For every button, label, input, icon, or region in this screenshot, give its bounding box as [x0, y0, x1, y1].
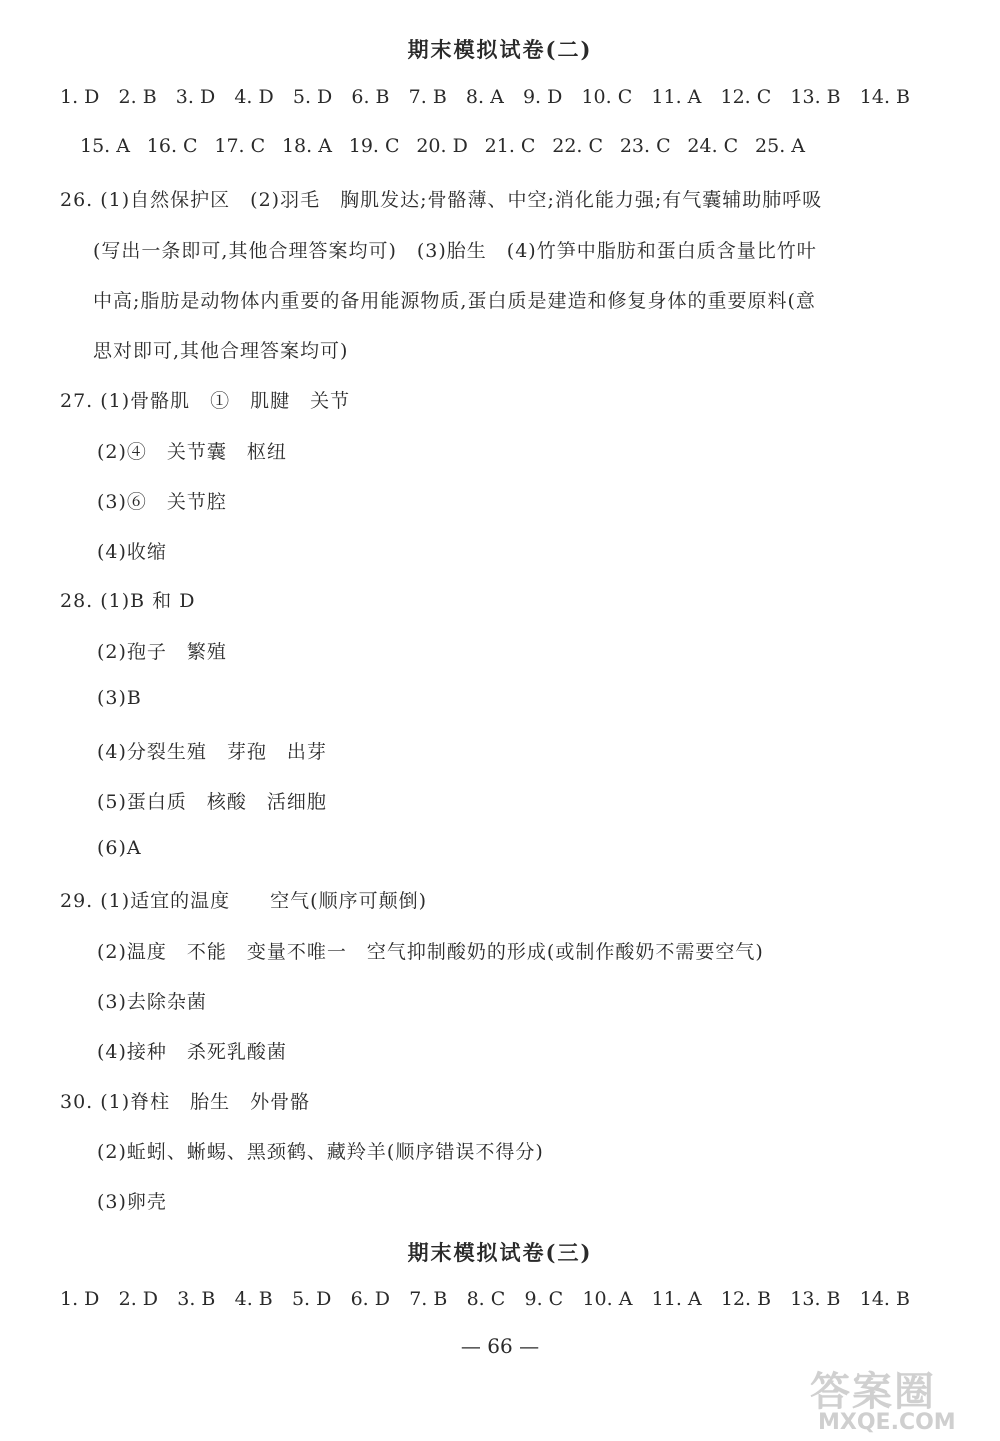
answer-line: (4)接种 杀死乳酸菌	[97, 1041, 287, 1063]
site-watermark	[810, 1360, 985, 1440]
mc-answer: 6. D	[350, 1288, 390, 1310]
answer-line: (4)分裂生殖 芽孢 出芽	[97, 741, 327, 763]
mc-answer: 4. B	[234, 1288, 273, 1310]
mc-answer: 24. C	[687, 135, 739, 157]
answer-line: (4)收缩	[97, 541, 167, 563]
mc-answer: 23. C	[619, 135, 671, 157]
answer-line: (6)A	[97, 837, 142, 859]
mc-answer: 13. B	[790, 1288, 841, 1310]
mc-answer: 14. B	[859, 86, 910, 108]
answer-line: (2)④ 关节囊 枢纽	[97, 441, 287, 463]
mc-answer: 20. D	[416, 135, 468, 157]
mc-answer: 9. C	[524, 1288, 564, 1310]
page-number: — 66 —	[460, 1334, 540, 1358]
mc-answers-row	[60, 86, 910, 108]
answer-line: (5)蛋白质 核酸 活细胞	[97, 791, 327, 813]
mc-answer: 12. C	[720, 86, 772, 108]
answer-line: 27. (1)骨骼肌 ① 肌腱 关节	[60, 390, 351, 412]
mc-answer: 11. A	[651, 1288, 702, 1310]
mc-answer: 5. D	[291, 1288, 332, 1310]
mc-answer: 2. B	[118, 86, 157, 108]
mc-answers-row	[60, 1288, 910, 1310]
answer-line: (写出一条即可,其他合理答案均可) (3)胎生 (4)竹笋中脂肪和蛋白质含量比竹叶	[93, 240, 817, 262]
mc-answer: 3. D	[175, 86, 216, 108]
mc-answer: 10. A	[582, 1288, 633, 1310]
mc-answer: 4. D	[234, 86, 274, 108]
mc-answer: 8. A	[465, 86, 504, 108]
mc-answer: 7. B	[409, 1288, 448, 1310]
answer-line: (2)蚯蚓、蜥蜴、黑颈鹤、藏羚羊(顺序错误不得分)	[97, 1141, 544, 1163]
answer-line: (3)⑥ 关节腔	[97, 491, 227, 513]
mc-answer: 25. A	[755, 135, 805, 157]
answer-line: 28. (1)B 和 D	[60, 590, 196, 612]
mc-answer: 9. D	[522, 86, 563, 108]
mc-answer: 16. C	[146, 135, 198, 157]
mc-answer: 7. B	[408, 86, 447, 108]
answer-line: 30. (1)脊柱 胎生 外骨骼	[60, 1091, 311, 1113]
mc-answer: 1. D	[60, 1288, 100, 1310]
mc-answer: 6. B	[351, 86, 390, 108]
mc-answer: 17. C	[214, 135, 266, 157]
mc-answer: 15. A	[80, 135, 130, 157]
mc-answer: 10. C	[581, 86, 633, 108]
answer-line: 29. (1)适宜的温度 空气(顺序可颠倒)	[60, 890, 427, 912]
mc-answer: 19. C	[348, 135, 400, 157]
answer-line: (3)B	[97, 687, 142, 709]
mc-answer: 22. C	[552, 135, 604, 157]
answer-line: (3)卵壳	[97, 1191, 167, 1213]
mc-answer: 5. D	[292, 86, 333, 108]
answer-line: 思对即可,其他合理答案均可)	[93, 340, 349, 362]
mc-answers-row	[80, 135, 805, 157]
answer-line: 26. (1)自然保护区 (2)羽毛 胸肌发达;骨骼薄、中空;消化能力强;有气囊辅助肺呼吸	[60, 189, 823, 211]
mc-answer: 11. A	[651, 86, 702, 108]
section-title: 期末模拟试卷(三)	[407, 1240, 593, 1265]
mc-answer: 21. C	[484, 135, 536, 157]
answer-line: 中高;脂肪是动物体内重要的备用能源物质,蛋白质是建造和修复身体的重要原料(意	[93, 290, 816, 312]
mc-answer: 18. A	[281, 135, 332, 157]
answer-line: (3)去除杂菌	[97, 991, 207, 1013]
section-title: 期末模拟试卷(二)	[407, 37, 593, 62]
mc-answer: 2. D	[118, 1288, 159, 1310]
mc-answer: 1. D	[60, 86, 100, 108]
mc-answer: 14. B	[859, 1288, 910, 1310]
mc-answer: 13. B	[790, 86, 841, 108]
answer-line: (2)孢子 繁殖	[97, 641, 227, 663]
mc-answer: 12. B	[720, 1288, 772, 1310]
mc-answer: 3. B	[177, 1288, 216, 1310]
watermark-logo-text: 答案圈	[810, 1368, 936, 1415]
mc-answer: 8. C	[466, 1288, 506, 1310]
answer-line: (2)温度 不能 变量不唯一 空气抑制酸奶的形成(或制作酸奶不需要空气)	[97, 941, 764, 963]
watermark-url: MXQE.COM	[818, 1410, 956, 1435]
